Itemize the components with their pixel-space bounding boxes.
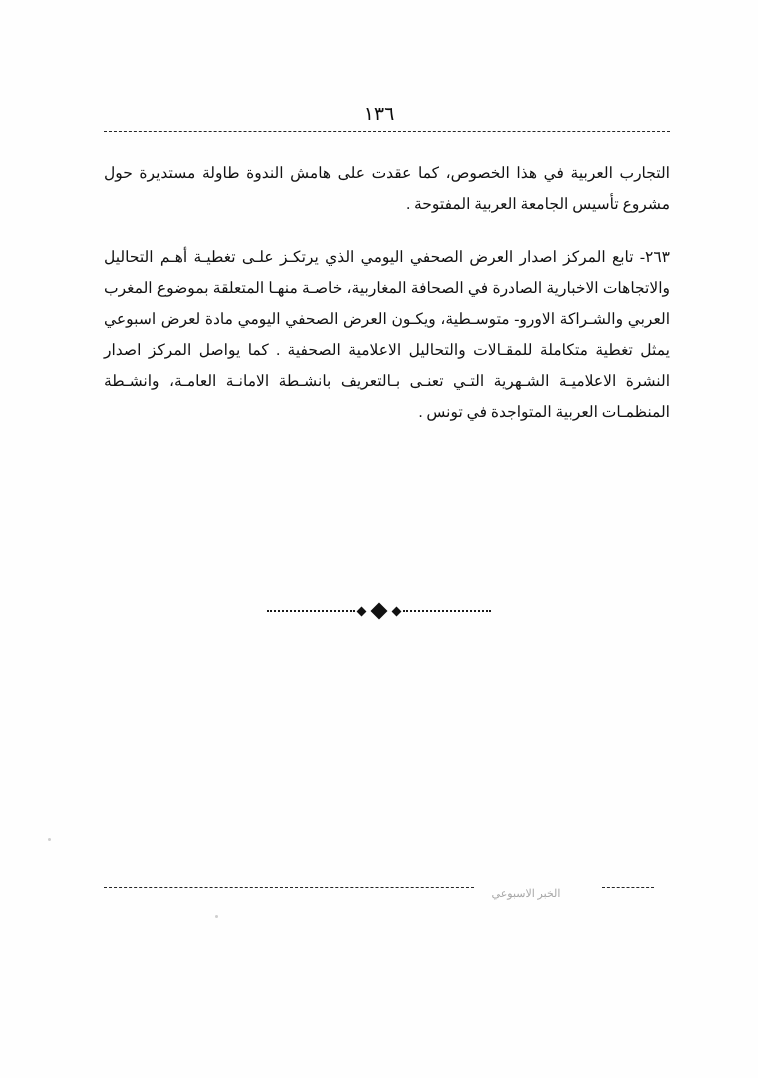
page-speck [215,915,218,918]
paragraph-number: ٢٦٣- [639,249,671,266]
paragraph-text: تابع المركز اصدار العرض الصحفي اليومي الذي يرتكـز علـى تغطيـة أهـم التحاليل والاتجاهات الاخبارية الصادرة في الصحافة المغاربية، خاصـة منهـا المتعلقة بموضوع المغرب العربي والشـراكة الاورو- متوسـطية، ويكـون العرض الصحفي اليومي مادة لعرض اسبوعي يمثل تغطية متكاملة للمقـالات والتحاليل الاعلامية الصحفية . كما يواصل المركز اصدار النشرة الاعلاميـة الشـهرية التـي تعنـى بـالتعريف بانشـطة الامانـة العامـة، وانشـطة المنظمـات العربية المتواجدة في تونس . [104,249,670,421]
decorative-divider [0,605,758,617]
header-divider [104,131,670,132]
paragraph-item [104,242,670,428]
page-number: ١٣٦ [363,104,395,125]
footer-divider-right [602,887,654,888]
footer-label: الخبر الاسبوعي [491,888,561,900]
footer-divider-left [104,887,474,888]
page-content [104,158,670,450]
ornament-diamond-center [371,603,388,620]
page-speck [48,838,51,841]
ornament-diamond-small-right [392,606,402,616]
paragraph-continuation: التجارب العربية في هذا الخصوص، كما عقدت على هامش الندوة طاولة مستديرة حول مشروع تأسيس الجامعة العربية المفتوحة . [104,165,670,213]
ornament-line-right [403,610,491,612]
ornament-diamond-small-left [357,606,367,616]
ornament-line-left [267,610,355,612]
